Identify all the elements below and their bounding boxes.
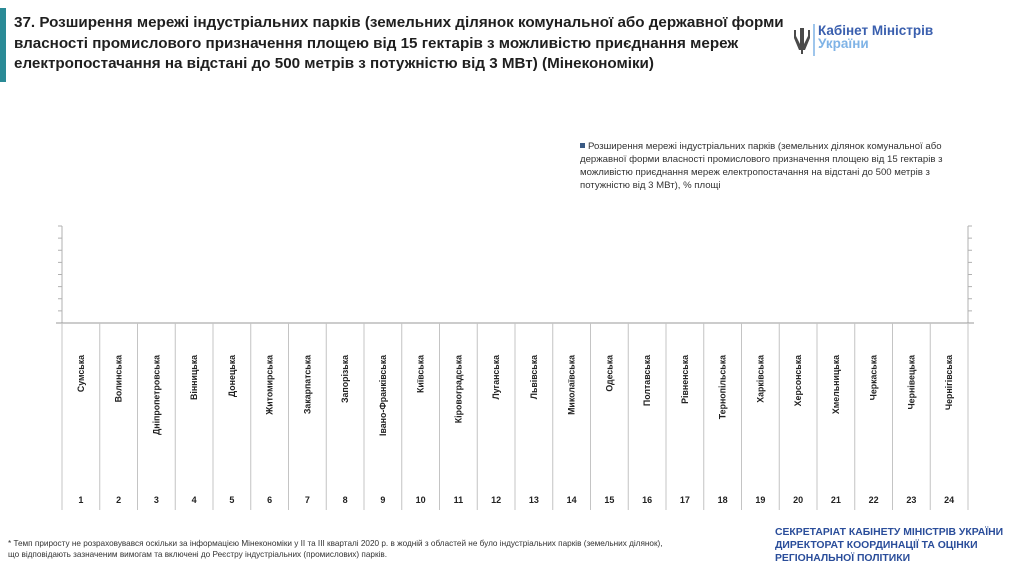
category-label: Івано-Франківська — [377, 355, 388, 436]
category-label: Дніпропетровська — [151, 355, 162, 436]
category-label: Хмельницька — [830, 355, 841, 415]
category-label: Черкаська — [868, 355, 879, 401]
rank-label: 14 — [566, 495, 577, 505]
category-label: Львівська — [528, 355, 539, 400]
category-label: Запорізька — [340, 355, 351, 403]
logo-text — [818, 24, 933, 50]
category-label: Житомирська — [264, 355, 275, 415]
category-label: Рівненська — [679, 355, 690, 404]
secretariat-block — [775, 526, 1020, 565]
rank-label: 21 — [830, 495, 841, 505]
page-title: 37. Розширення мережі індустріальних парків (земельних ділянок комунальної або державної форми власності промислового призначення площею від 15 гектарів з можливістю приєднання мереж електропостачання на відстані до 500 метрів з потужністю від 3 МВт) (Мінекономіки) — [14, 14, 784, 72]
rank-label: 18 — [717, 495, 728, 505]
rank-label: 12 — [491, 495, 502, 505]
legend-marker — [580, 143, 585, 148]
rank-label: 10 — [415, 495, 426, 505]
rank-label: 19 — [755, 495, 766, 505]
category-label: Миколаївська — [566, 355, 577, 415]
rank-label: 3 — [153, 495, 159, 505]
rank-label: 9 — [380, 495, 386, 505]
category-label: Київська — [415, 355, 426, 394]
rank-label: 1 — [78, 495, 84, 505]
secretariat-line-1: СЕКРЕТАРІАТ КАБІНЕТУ МІНІСТРІВ УКРАЇНИ — [775, 527, 1004, 538]
rank-label: 8 — [342, 495, 348, 505]
secretariat-line-2: ДИРЕКТОРАТ КООРДИНАЦІЇ ТА ОЦІНКИ — [775, 540, 978, 551]
category-label: Чернігівська — [944, 355, 955, 411]
rank-label: 17 — [679, 495, 690, 505]
rank-label: 11 — [453, 495, 464, 505]
category-label: Тернопільська — [717, 355, 728, 420]
rank-label: 7 — [304, 495, 310, 505]
rank-label: 4 — [191, 495, 197, 505]
accent-bar — [0, 8, 6, 82]
category-label: Донецька — [226, 355, 237, 398]
rank-label: 20 — [793, 495, 804, 505]
logo-line-1: Кабінет Міністрів — [818, 23, 934, 38]
category-label: Одеська — [604, 355, 615, 392]
category-label: Чернівецька — [906, 355, 917, 410]
footnote: * Темп приросту не розраховувався оскільки за інформацією Мінекономіки у ІІ та ІІІ кварталі 2020 р. в жодній з областей не було індустріальних парків (земельних ділянок), що відповідають зазначеним вимогам та включені до Реєстру індустріальних (промислових) парків. — [8, 539, 663, 559]
rank-label: 23 — [906, 495, 917, 505]
rank-label: 24 — [944, 495, 955, 505]
secretariat-line-3: РЕГІОНАЛЬНОЇ ПОЛІТИКИ — [775, 553, 911, 564]
rank-label: 16 — [642, 495, 653, 505]
category-label: Волинська — [113, 355, 124, 403]
category-label: Полтавська — [642, 355, 653, 407]
category-label: Луганська — [491, 355, 502, 400]
legend-series-name: Розширення мережі індустріальних парків (земельних ділянок комунальної або державної форми власності промислового призначення площею від 15 гектарів з можливістю приєднання мереж електропостачання на відстані до 500 метрів з потужністю від 3 МВт), % площі — [580, 141, 943, 191]
rank-label: 5 — [229, 495, 235, 505]
category-label: Вінницька — [189, 355, 200, 400]
rank-label: 15 — [604, 495, 615, 505]
bar-chart — [0, 220, 1024, 510]
chart-legend — [580, 140, 970, 192]
category-label: Кіровоградська — [453, 355, 464, 424]
rank-label: 6 — [267, 495, 273, 505]
category-label: Херсонська — [793, 355, 804, 407]
category-label: Закарпатська — [302, 355, 313, 415]
logo-line-2: України — [818, 36, 869, 51]
rank-label: 2 — [116, 495, 122, 505]
rank-label: 22 — [868, 495, 879, 505]
category-label: Харківська — [755, 355, 766, 403]
category-label: Сумська — [75, 355, 86, 393]
rank-label: 13 — [528, 495, 539, 505]
